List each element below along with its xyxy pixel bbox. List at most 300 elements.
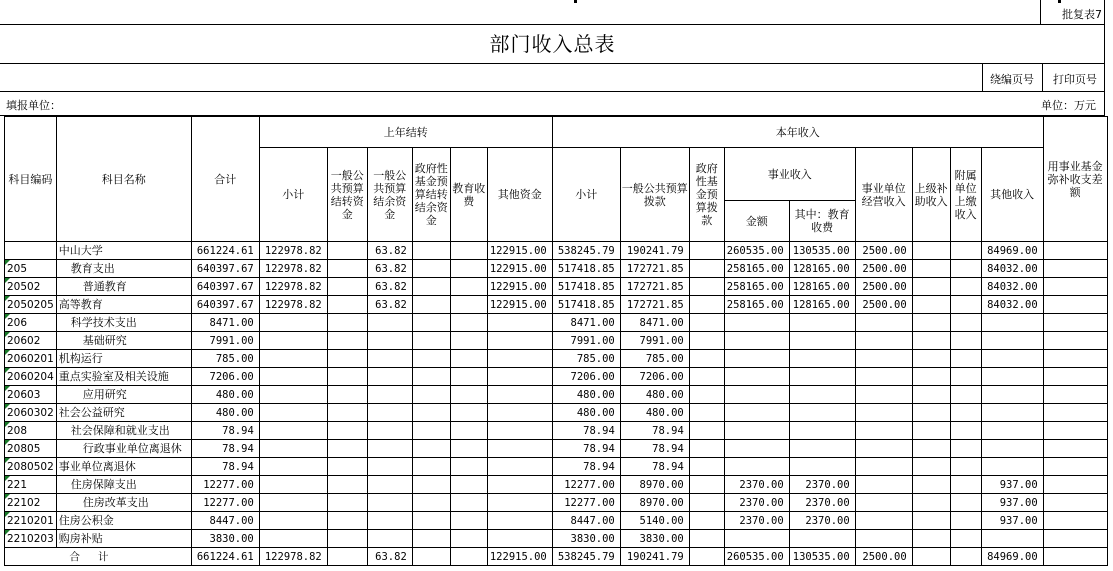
row-value [789,386,855,404]
row-value [1043,386,1107,404]
row-value [912,440,950,458]
row-value: 130535.00 [789,242,855,260]
col-prev-fund-header: 政府性基金预算结转结余资金 [412,148,450,242]
row-code [5,422,57,440]
row-code [5,458,57,476]
row-value: 122978.82 [259,296,327,314]
col-prev-general-surplus-header: 一般公共预算结余资金 [367,148,412,242]
row-value [912,260,950,278]
row-code [5,332,57,350]
row-value: 8970.00 [620,476,689,494]
row-value [855,458,912,476]
cell-note-marker [5,476,10,481]
row-name: 教育支出 [56,260,191,278]
row-name: 中山大学 [56,242,191,260]
row-value [450,260,487,278]
row-value [912,530,950,548]
row-value [450,458,487,476]
row-value [789,440,855,458]
form-id: 批复表7 [1062,8,1102,21]
row-value: 480.00 [552,404,620,422]
row-value: 8970.00 [620,494,689,512]
binding-page-label: 绕编页号 [990,73,1034,86]
row-name: 科学技术支出 [56,314,191,332]
row-value [689,368,724,386]
row-value: 122978.82 [259,242,327,260]
row-value [950,494,981,512]
row-value [450,368,487,386]
row-value [487,422,552,440]
row-value [450,296,487,314]
row-value: 258165.00 [724,296,789,314]
row-value: 258165.00 [724,260,789,278]
row-value [487,350,552,368]
total-row [5,548,1108,566]
row-value [487,494,552,512]
row-value: 7206.00 [191,368,259,386]
row-value [1043,242,1107,260]
cell-note-marker [5,296,10,301]
row-value [450,476,487,494]
row-value [855,404,912,422]
row-value: 63.82 [367,260,412,278]
row-code [5,368,57,386]
row-value: 78.94 [620,422,689,440]
table-row [5,278,1108,296]
cell-note-marker [5,350,10,355]
row-value [412,278,450,296]
row-value [950,530,981,548]
row-value [912,458,950,476]
row-value [950,458,981,476]
row-value [950,386,981,404]
rule-1 [0,24,1105,25]
row-value [487,440,552,458]
row-value: 3830.00 [191,530,259,548]
row-value [724,458,789,476]
row-value [689,242,724,260]
row-value: 2370.00 [789,494,855,512]
row-value [450,512,487,530]
cell-note-marker [5,494,10,499]
row-value: 122915.00 [487,260,552,278]
career-income-group-header: 事业收入 [724,148,855,201]
row-value [327,422,367,440]
rule-3 [0,91,1105,92]
row-value [689,386,724,404]
row-code [5,512,57,530]
rule-2 [0,63,1105,64]
table-row [5,422,1108,440]
page-no-divider-2 [1042,63,1043,91]
row-value: 7991.00 [620,332,689,350]
row-value [487,512,552,530]
cell-note-marker [5,314,10,319]
row-value [981,350,1043,368]
cell-note-marker [5,386,10,391]
row-value: 480.00 [620,404,689,422]
col-prev-edu-fee-header: 教育收费 [450,148,487,242]
table-row [5,512,1108,530]
row-value [950,422,981,440]
row-value [487,458,552,476]
row-value [327,494,367,512]
table-row [5,530,1108,548]
row-code-text: 22102 [7,496,41,509]
col-other-header: 其他收入 [981,148,1043,242]
row-value [789,314,855,332]
row-value [689,278,724,296]
cell-note-marker [5,404,10,409]
row-value [450,332,487,350]
row-value: 63.82 [367,296,412,314]
row-value [912,332,950,350]
row-value [950,332,981,350]
row-value [689,512,724,530]
row-value [487,314,552,332]
row-value [259,386,327,404]
row-value [367,440,412,458]
row-value: 785.00 [191,350,259,368]
row-value [450,422,487,440]
row-code [5,386,57,404]
cell-note-marker [5,422,10,427]
row-name: 重点实验室及相关设施 [56,368,191,386]
row-value: 78.94 [620,440,689,458]
row-value: 538245.79 [552,242,620,260]
total-value: 538245.79 [552,548,620,566]
row-value: 122915.00 [487,242,552,260]
col-business-header: 事业单位经营收入 [855,148,912,242]
row-value [412,422,450,440]
total-value: 63.82 [367,548,412,566]
row-value [327,530,367,548]
row-value [950,242,981,260]
row-value [259,476,327,494]
cell-note-marker [5,278,10,283]
row-value [912,422,950,440]
row-value: 84032.00 [981,278,1043,296]
row-value: 128165.00 [789,260,855,278]
row-value [412,386,450,404]
col-upper-subsidy-header: 上级补助收入 [912,148,950,242]
row-value [327,350,367,368]
table-row [5,350,1108,368]
row-name: 事业单位离退休 [56,458,191,476]
row-value: 517418.85 [552,296,620,314]
row-value [487,476,552,494]
col-prev-general-transfer-header: 一般公共预算结转资金 [327,148,367,242]
row-value [1043,296,1107,314]
row-value: 2370.00 [724,512,789,530]
cell-note-marker [5,368,10,373]
row-name: 机构运行 [56,350,191,368]
col-total-header: 合计 [191,117,259,242]
row-value [259,404,327,422]
row-value [950,278,981,296]
row-value: 122915.00 [487,278,552,296]
row-value [912,350,950,368]
row-code-text: 2050205 [7,298,54,311]
row-value: 937.00 [981,494,1043,512]
row-value: 2500.00 [855,242,912,260]
row-value [450,404,487,422]
total-value: 2500.00 [855,548,912,566]
total-label: 合计 [5,548,192,566]
row-value [367,314,412,332]
row-value: 2370.00 [789,512,855,530]
row-value [950,368,981,386]
row-value [912,404,950,422]
row-name: 基础研究 [56,332,191,350]
row-value [1043,314,1107,332]
row-value [412,332,450,350]
row-code [5,260,57,278]
row-code [5,404,57,422]
row-value [789,404,855,422]
row-value [327,404,367,422]
row-value: 7206.00 [620,368,689,386]
row-value: 122978.82 [259,278,327,296]
row-name: 住房公积金 [56,512,191,530]
row-value [689,350,724,368]
row-value: 78.94 [191,458,259,476]
page-title: 部门收入总表 [489,32,616,56]
row-value [724,440,789,458]
col-prev-other-header: 其他资金 [487,148,552,242]
row-value [981,404,1043,422]
row-value [912,476,950,494]
row-value [789,422,855,440]
row-value: 128165.00 [789,278,855,296]
row-value [724,404,789,422]
row-value [855,476,912,494]
row-value: 63.82 [367,242,412,260]
row-value: 78.94 [552,440,620,458]
top-marker-right [1058,0,1061,3]
row-value [855,314,912,332]
row-value [689,332,724,350]
row-value [327,332,367,350]
row-value: 937.00 [981,476,1043,494]
print-page-label: 打印页号 [1053,73,1097,86]
row-name: 购房补贴 [56,530,191,548]
row-value: 7991.00 [552,332,620,350]
total-value: 122978.82 [259,548,327,566]
row-value [367,530,412,548]
row-value [487,368,552,386]
row-value [259,458,327,476]
row-value: 128165.00 [789,296,855,314]
row-value: 258165.00 [724,278,789,296]
row-code-text: 2060302 [7,406,54,419]
col-affiliated-header: 附属单位上缴收入 [950,148,981,242]
row-code-text: 20502 [7,280,41,293]
row-value [855,422,912,440]
row-value [450,386,487,404]
row-value [1043,512,1107,530]
row-value [450,350,487,368]
row-value [912,296,950,314]
row-value: 2370.00 [724,476,789,494]
row-value [855,368,912,386]
row-code-text: 221 [7,478,28,491]
col-fund-use-header: 用事业基金弥补收支差额 [1043,117,1107,242]
row-code-text: 2210201 [7,514,54,527]
table-row [5,296,1108,314]
row-value [412,242,450,260]
row-value [855,440,912,458]
row-value [367,386,412,404]
col-code-header: 科目编码 [5,117,57,242]
row-value [855,332,912,350]
row-value [412,260,450,278]
row-value [855,350,912,368]
row-value [487,404,552,422]
row-code-text: 20805 [7,442,41,455]
table-row [5,458,1108,476]
row-code [5,278,57,296]
row-name: 普通教育 [56,278,191,296]
row-value: 2370.00 [789,476,855,494]
row-value: 2500.00 [855,296,912,314]
filing-unit-label: 填报单位： [6,99,61,112]
table-row [5,386,1108,404]
row-value [724,530,789,548]
row-value: 785.00 [620,350,689,368]
col-career-amount-header: 金额 [724,201,789,242]
col-career-edu-header: 其中：教育收费 [789,201,855,242]
row-value [912,278,950,296]
row-value: 5140.00 [620,512,689,530]
row-value [912,242,950,260]
row-value [855,494,912,512]
income-table [4,116,1108,566]
row-value [412,458,450,476]
row-value [1043,494,1107,512]
row-value [487,386,552,404]
row-code [5,476,57,494]
row-value [1043,476,1107,494]
total-value [450,548,487,566]
row-value: 12277.00 [552,476,620,494]
row-value [950,350,981,368]
col-prev-subtotal-header: 小计 [259,148,327,242]
row-value [327,386,367,404]
row-value [259,332,327,350]
row-value: 3830.00 [620,530,689,548]
row-value [412,368,450,386]
table-row [5,494,1108,512]
row-value [855,512,912,530]
total-value [1043,548,1107,566]
total-value: 84969.00 [981,548,1043,566]
row-value [259,368,327,386]
row-name: 社会保障和就业支出 [56,422,191,440]
row-value [981,530,1043,548]
row-value: 3830.00 [552,530,620,548]
row-value: 8447.00 [552,512,620,530]
row-value [912,512,950,530]
row-value [950,296,981,314]
total-value [950,548,981,566]
table-row [5,404,1108,422]
row-value: 7991.00 [191,332,259,350]
row-value: 640397.67 [191,260,259,278]
row-value [327,242,367,260]
row-value: 190241.79 [620,242,689,260]
row-value [367,458,412,476]
row-value [689,458,724,476]
row-value [327,278,367,296]
table-row [5,260,1108,278]
row-code-text: 208 [7,424,28,437]
row-value [950,512,981,530]
row-value [689,422,724,440]
row-value: 2370.00 [724,494,789,512]
row-value: 2500.00 [855,260,912,278]
total-value: 122915.00 [487,548,552,566]
row-value: 937.00 [981,512,1043,530]
row-code [5,296,57,314]
row-value [1043,530,1107,548]
row-value [367,512,412,530]
row-value [1043,440,1107,458]
row-value [1043,332,1107,350]
row-value [981,386,1043,404]
row-value [412,476,450,494]
row-value [412,404,450,422]
row-code [5,440,57,458]
row-value [327,440,367,458]
col-name-header: 科目名称 [56,117,191,242]
row-value: 2500.00 [855,278,912,296]
row-value [789,530,855,548]
row-value: 12277.00 [552,494,620,512]
total-value [327,548,367,566]
row-value [259,422,327,440]
row-code [5,530,57,548]
col-curr-subtotal-header: 小计 [552,148,620,242]
cell-note-marker [5,260,10,265]
row-value: 480.00 [191,404,259,422]
row-value [981,458,1043,476]
row-value [327,368,367,386]
row-value [1043,260,1107,278]
row-value [950,314,981,332]
row-value: 122915.00 [487,296,552,314]
row-value [789,350,855,368]
row-value [367,350,412,368]
total-value: 130535.00 [789,548,855,566]
row-value [412,314,450,332]
cell-note-marker [5,530,10,535]
row-value: 84969.00 [981,242,1043,260]
row-value [327,314,367,332]
row-value: 8471.00 [552,314,620,332]
row-value [450,494,487,512]
row-value [981,332,1043,350]
row-code-text: 2080502 [7,460,54,473]
row-code-text: 206 [7,316,28,329]
row-value [981,440,1043,458]
row-value: 8471.00 [620,314,689,332]
row-value [912,386,950,404]
row-code [5,242,57,260]
row-value: 640397.67 [191,296,259,314]
row-value [1043,458,1107,476]
row-value [724,386,789,404]
